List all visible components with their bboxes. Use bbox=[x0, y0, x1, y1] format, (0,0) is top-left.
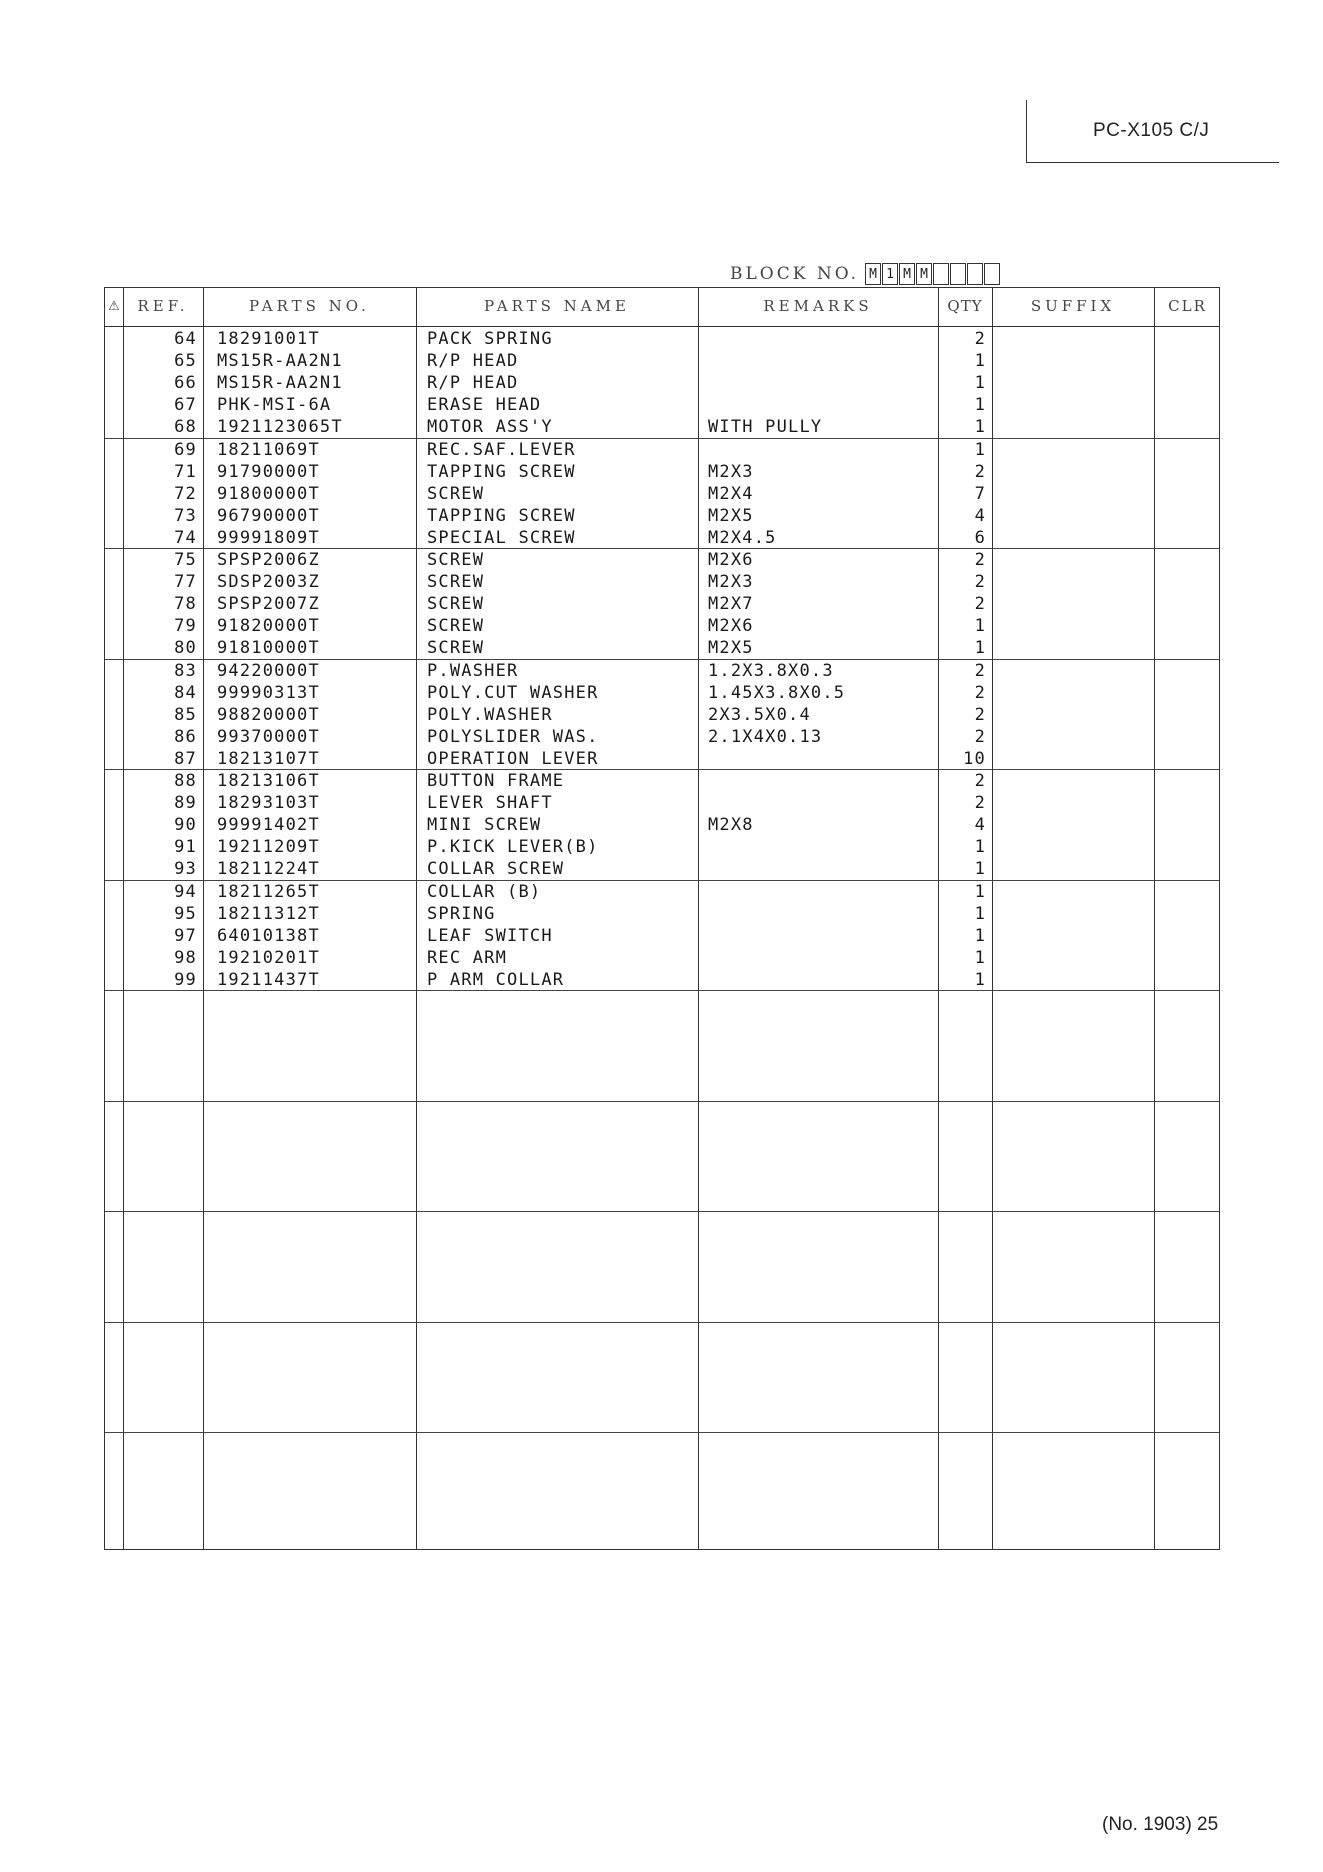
block-code-char: M bbox=[916, 263, 932, 285]
cell-remarks: 2.1X4X0.13 bbox=[708, 726, 823, 747]
cell-parts-name: OPERATION LEVER bbox=[427, 748, 599, 769]
parts-list-table bbox=[104, 287, 1220, 1550]
header-divider bbox=[105, 326, 1219, 327]
group-divider bbox=[105, 880, 1219, 881]
group-divider bbox=[105, 1211, 1219, 1212]
cell-parts-name: R/P HEAD bbox=[427, 351, 519, 372]
cell-ref: 80 bbox=[174, 638, 197, 659]
cell-parts-no: 18211224T bbox=[217, 859, 320, 880]
cell-parts-no: 18293103T bbox=[217, 793, 320, 814]
cell-parts-name: SCREW bbox=[427, 616, 485, 637]
cell-parts-name: ERASE HEAD bbox=[427, 395, 542, 416]
group-divider bbox=[105, 990, 1219, 991]
col-header-suffix: SUFFIX bbox=[1030, 297, 1116, 315]
cell-parts-name: REC ARM bbox=[427, 947, 508, 968]
cell-parts-name: TAPPING SCREW bbox=[427, 461, 576, 482]
cell-ref: 77 bbox=[174, 572, 197, 593]
cell-ref: 75 bbox=[174, 550, 197, 570]
cell-remarks: M2X4.5 bbox=[708, 527, 777, 548]
cell-ref: 91 bbox=[174, 837, 197, 858]
cell-remarks: 1.2X3.8X0.3 bbox=[708, 660, 834, 681]
cell-qty: 2 bbox=[974, 550, 986, 570]
cell-parts-name: TAPPING SCREW bbox=[427, 505, 576, 526]
cell-ref: 68 bbox=[174, 417, 197, 438]
cell-parts-no: 19211437T bbox=[217, 969, 320, 990]
cell-parts-no: 18211069T bbox=[217, 439, 320, 460]
cell-parts-name: P.KICK LEVER(B) bbox=[427, 837, 599, 858]
cell-parts-no: 18211265T bbox=[217, 881, 320, 902]
cell-qty: 2 bbox=[974, 594, 986, 615]
model-number: PC-X105 C/J bbox=[1093, 120, 1210, 141]
cell-ref: 86 bbox=[174, 726, 197, 747]
cell-ref: 65 bbox=[174, 351, 197, 372]
block-code-char: M bbox=[865, 263, 881, 285]
cell-qty: 1 bbox=[974, 947, 986, 968]
cell-parts-no: 19210201T bbox=[217, 947, 320, 968]
cell-parts-name: COLLAR SCREW bbox=[427, 859, 565, 880]
cell-parts-name: MINI SCREW bbox=[427, 815, 542, 836]
col-header-parts-no: PARTS NO. bbox=[249, 297, 370, 315]
block-code-char bbox=[984, 263, 1000, 285]
cell-qty: 1 bbox=[974, 395, 986, 416]
cell-parts-no: 91810000T bbox=[217, 638, 320, 659]
cell-remarks: M2X6 bbox=[708, 616, 754, 637]
cell-parts-no: 19211209T bbox=[217, 837, 320, 858]
cell-ref: 95 bbox=[174, 903, 197, 924]
cell-parts-no: 91790000T bbox=[217, 461, 320, 482]
block-number-label: BLOCK NO. bbox=[730, 264, 860, 284]
group-divider bbox=[105, 1101, 1219, 1102]
cell-parts-name: P ARM COLLAR bbox=[427, 969, 565, 990]
cell-ref: 97 bbox=[174, 925, 197, 946]
cell-qty: 1 bbox=[974, 969, 986, 990]
cell-parts-no: SPSP2006Z bbox=[217, 550, 320, 570]
cell-parts-no: MS15R-AA2N1 bbox=[217, 351, 343, 372]
cell-remarks: M2X3 bbox=[708, 572, 754, 593]
page-number: (No. 1903) 25 bbox=[1102, 1814, 1219, 1835]
cell-remarks: M2X3 bbox=[708, 461, 754, 482]
cell-parts-no: 94220000T bbox=[217, 660, 320, 681]
cell-qty: 6 bbox=[974, 527, 986, 548]
cell-qty: 1 bbox=[974, 925, 986, 946]
cell-ref: 84 bbox=[174, 682, 197, 703]
cell-remarks bbox=[708, 903, 936, 925]
cell-qty: 2 bbox=[974, 726, 986, 747]
column-divider bbox=[992, 288, 993, 1549]
cell-remarks bbox=[708, 372, 936, 394]
cell-parts-name: R/P HEAD bbox=[427, 373, 519, 394]
cell-parts-name: SCREW bbox=[427, 483, 485, 504]
cell-remarks: WITH PULLY bbox=[708, 417, 823, 438]
cell-parts-name: MOTOR ASS'Y bbox=[427, 417, 553, 438]
cell-remarks: 2X3.5X0.4 bbox=[708, 704, 811, 725]
col-header-qty: QTY bbox=[947, 297, 983, 315]
cell-qty: 1 bbox=[974, 903, 986, 924]
cell-parts-name: P.WASHER bbox=[427, 660, 519, 681]
cell-ref: 90 bbox=[174, 815, 197, 836]
cell-parts-name: SCREW bbox=[427, 572, 485, 593]
cell-qty: 1 bbox=[974, 638, 986, 659]
cell-ref: 78 bbox=[174, 594, 197, 615]
cell-parts-name: BUTTON FRAME bbox=[427, 771, 565, 791]
cell-qty: 2 bbox=[974, 572, 986, 593]
cell-remarks bbox=[708, 439, 936, 461]
cell-ref: 66 bbox=[174, 373, 197, 394]
cell-parts-name: LEAF SWITCH bbox=[427, 925, 553, 946]
warning-triangle-icon: ⚠ bbox=[108, 298, 120, 314]
cell-parts-name: SCREW bbox=[427, 638, 485, 659]
cell-parts-no: PHK-MSI-6A bbox=[217, 395, 332, 416]
cell-qty: 1 bbox=[974, 616, 986, 637]
cell-qty: 1 bbox=[974, 837, 986, 858]
cell-qty: 7 bbox=[974, 483, 986, 504]
column-divider bbox=[698, 288, 699, 1549]
col-header-parts-name: PARTS NAME bbox=[484, 297, 630, 315]
cell-remarks bbox=[708, 748, 936, 770]
cell-ref: 94 bbox=[174, 881, 197, 902]
cell-ref: 87 bbox=[174, 748, 197, 769]
col-header-clr: CLR bbox=[1168, 297, 1207, 315]
col-header-remarks: REMARKS bbox=[763, 297, 873, 315]
cell-qty: 2 bbox=[974, 793, 986, 814]
cell-ref: 83 bbox=[174, 660, 197, 681]
group-divider bbox=[105, 438, 1219, 439]
cell-remarks: M2X5 bbox=[708, 638, 754, 659]
cell-ref: 69 bbox=[174, 439, 197, 460]
cell-parts-no: 91820000T bbox=[217, 616, 320, 637]
cell-parts-no: 91800000T bbox=[217, 483, 320, 504]
cell-remarks bbox=[708, 792, 936, 814]
cell-ref: 98 bbox=[174, 947, 197, 968]
block-code-boxes bbox=[865, 263, 1001, 285]
column-divider bbox=[1154, 288, 1155, 1549]
cell-parts-no: MS15R-AA2N1 bbox=[217, 373, 343, 394]
group-divider bbox=[105, 769, 1219, 770]
cell-parts-no: SPSP2007Z bbox=[217, 594, 320, 615]
cell-parts-no: 99370000T bbox=[217, 726, 320, 747]
cell-qty: 1 bbox=[974, 859, 986, 880]
block-code-char: M bbox=[899, 263, 915, 285]
cell-ref: 74 bbox=[174, 527, 197, 548]
column-divider bbox=[416, 288, 417, 1549]
cell-parts-name: REC.SAF.LEVER bbox=[427, 439, 576, 460]
cell-parts-name: LEVER SHAFT bbox=[427, 793, 553, 814]
cell-remarks bbox=[708, 350, 936, 372]
cell-parts-no: SDSP2003Z bbox=[217, 572, 320, 593]
cell-qty: 2 bbox=[974, 660, 986, 681]
cell-remarks: M2X7 bbox=[708, 594, 754, 615]
cell-parts-name: SPECIAL SCREW bbox=[427, 527, 576, 548]
cell-parts-no: 99990313T bbox=[217, 682, 320, 703]
cell-parts-name: SCREW bbox=[427, 550, 485, 570]
cell-parts-no: 96790000T bbox=[217, 505, 320, 526]
cell-qty: 1 bbox=[974, 373, 986, 394]
col-header-ref: REF. bbox=[137, 297, 189, 315]
cell-remarks bbox=[708, 881, 936, 903]
cell-ref: 67 bbox=[174, 395, 197, 416]
cell-remarks: M2X8 bbox=[708, 815, 754, 836]
cell-ref: 88 bbox=[174, 771, 197, 791]
cell-ref: 71 bbox=[174, 461, 197, 482]
cell-remarks bbox=[708, 925, 936, 947]
block-number bbox=[730, 262, 1001, 286]
group-divider bbox=[105, 1432, 1219, 1433]
cell-parts-no: 99991402T bbox=[217, 815, 320, 836]
cell-parts-no: 18213107T bbox=[217, 748, 320, 769]
cell-qty: 1 bbox=[974, 439, 986, 460]
cell-qty: 4 bbox=[974, 815, 986, 836]
group-divider bbox=[105, 548, 1219, 549]
cell-parts-name: SCREW bbox=[427, 594, 485, 615]
cell-remarks: M2X5 bbox=[708, 505, 754, 526]
cell-parts-name: POLY.CUT WASHER bbox=[427, 682, 599, 703]
cell-qty: 2 bbox=[974, 329, 986, 349]
cell-ref: 64 bbox=[174, 329, 197, 349]
cell-parts-no: 99991809T bbox=[217, 527, 320, 548]
cell-qty: 2 bbox=[974, 704, 986, 725]
cell-ref: 85 bbox=[174, 704, 197, 725]
cell-qty: 10 bbox=[963, 748, 986, 769]
block-code-char: 1 bbox=[882, 263, 898, 285]
cell-remarks: M2X6 bbox=[708, 550, 754, 570]
cell-qty: 2 bbox=[974, 461, 986, 482]
cell-qty: 1 bbox=[974, 881, 986, 902]
cell-parts-name: PACK SPRING bbox=[427, 329, 553, 349]
block-code-char bbox=[967, 263, 983, 285]
cell-remarks: 1.45X3.8X0.5 bbox=[708, 682, 846, 703]
block-code-char bbox=[933, 263, 949, 285]
group-divider bbox=[105, 659, 1219, 660]
cell-parts-name: POLYSLIDER WAS. bbox=[427, 726, 599, 747]
cell-parts-no: 18291001T bbox=[217, 329, 320, 349]
cell-parts-name: POLY.WASHER bbox=[427, 704, 553, 725]
cell-ref: 89 bbox=[174, 793, 197, 814]
cell-remarks: M2X4 bbox=[708, 483, 754, 504]
cell-remarks bbox=[708, 394, 936, 416]
cell-qty: 1 bbox=[974, 351, 986, 372]
cell-remarks bbox=[708, 836, 936, 858]
cell-qty: 4 bbox=[974, 505, 986, 526]
cell-qty: 1 bbox=[974, 417, 986, 438]
cell-ref: 79 bbox=[174, 616, 197, 637]
cell-parts-name: SPRING bbox=[427, 903, 496, 924]
cell-ref: 93 bbox=[174, 859, 197, 880]
cell-remarks bbox=[708, 947, 936, 969]
cell-ref: 99 bbox=[174, 969, 197, 990]
cell-qty: 2 bbox=[974, 771, 986, 791]
cell-ref: 72 bbox=[174, 483, 197, 504]
cell-ref: 73 bbox=[174, 505, 197, 526]
block-code-char bbox=[950, 263, 966, 285]
column-divider bbox=[203, 288, 204, 1549]
cell-qty: 2 bbox=[974, 682, 986, 703]
cell-remarks bbox=[708, 328, 936, 350]
group-divider bbox=[105, 1322, 1219, 1323]
cell-remarks bbox=[708, 770, 936, 792]
cell-parts-name: COLLAR (B) bbox=[427, 881, 542, 902]
cell-parts-no: 18213106T bbox=[217, 771, 320, 791]
cell-remarks bbox=[708, 969, 936, 991]
cell-parts-no: 98820000T bbox=[217, 704, 320, 725]
cell-parts-no: 1921123065T bbox=[217, 417, 343, 438]
cell-remarks bbox=[708, 858, 936, 880]
cell-parts-no: 18211312T bbox=[217, 903, 320, 924]
cell-parts-no: 64010138T bbox=[217, 925, 320, 946]
